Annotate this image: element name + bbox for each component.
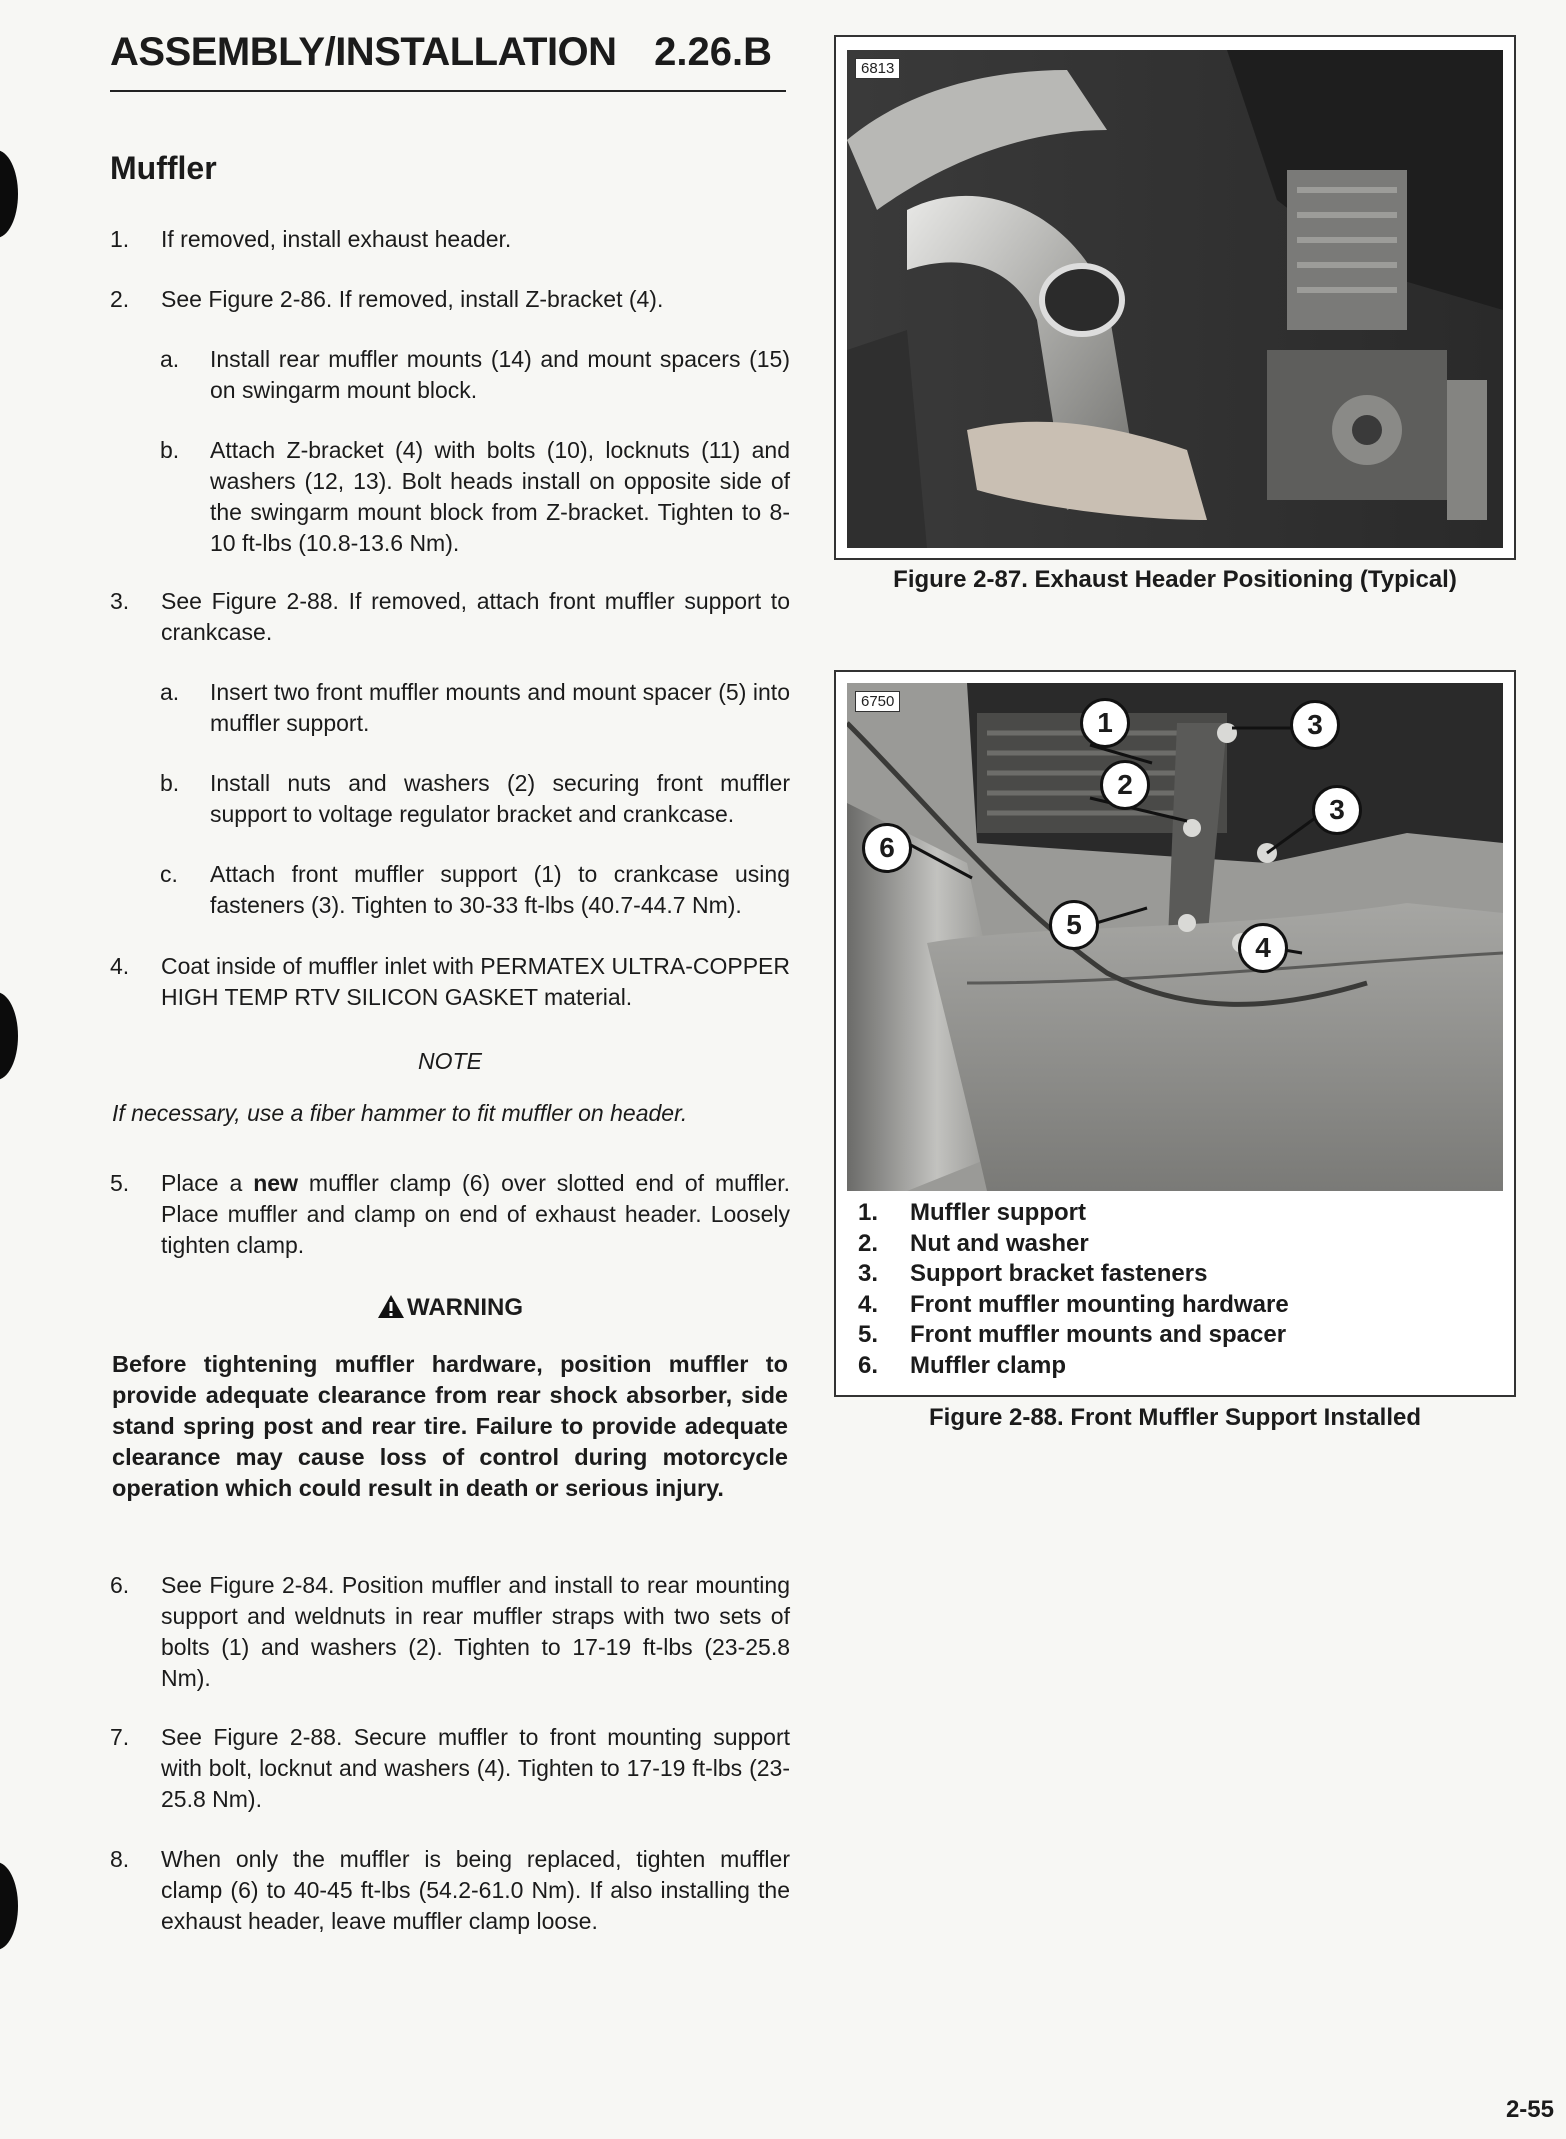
step-text: When only the muffler is being replaced, tighten muffler clamp (6) to 40-45 ft-lbs (54.2-61.0 Nm). If also installing the exhaust header, leave muffler clamp loose. [161,1846,790,1934]
legend-item [858,1230,1378,1261]
legend-item [858,1291,1378,1322]
step-text: See Figure 2-88. If removed, attach front muffler support to crankcase. [161,588,790,645]
header-title: ASSEMBLY/INSTALLATION [110,30,617,74]
legend-label: Support bracket fasteners [910,1260,1208,1287]
legend-item [858,1260,1378,1291]
legend-label: Front muffler mounts and spacer [910,1321,1287,1348]
legend-label: Front muffler mounting hardware [910,1290,1289,1318]
step-number: 6. [110,1572,130,1598]
callout-3: 3 [1290,700,1340,750]
binder-hole [0,1862,18,1950]
page-header [110,30,786,92]
substep-3b [160,768,790,830]
callout-6: 6 [862,823,912,873]
step-number: 3. [110,588,130,614]
page-number: 2-55 [1505,2096,1554,2123]
substep-text: Install nuts and washers (2) securing front muffler support to voltage regulator bracket and crankcase. [210,770,790,827]
binder-hole [0,992,18,1080]
step-3 [110,586,790,648]
substep-text: Insert two front muffler mounts and mount spacer (5) into muffler support. [210,679,790,736]
legend-number: 5. [858,1321,879,1348]
step-number: 5. [110,1170,130,1196]
legend-label: Muffler clamp [910,1351,1067,1379]
step-text: Coat inside of muffler inlet with PERMATEX ULTRA-COPPER HIGH TEMP RTV SILICON GASKET material. [161,953,790,1010]
step-text: If removed, install exhaust header. [161,226,512,252]
step-7 [110,1722,790,1815]
exhaust-header-photo [847,50,1503,548]
legend-item [858,1352,1378,1383]
substep-letter: a. [160,346,180,372]
legend-number: 6. [858,1351,879,1379]
step-text-part: muffler clamp (6) over slotted end of muffler. Place muffler and clamp on end of exhaust header. Loosely tighten clamp. [161,1170,790,1258]
legend-number: 4. [858,1290,879,1318]
callout-3: 3 [1312,785,1362,835]
front-muffler-illustration [847,683,1503,1191]
legend-label: Muffler support [910,1199,1086,1226]
step-6 [110,1570,790,1694]
legend-number: 3. [858,1260,879,1287]
step-5 [110,1168,790,1261]
step-2 [110,284,790,315]
warning-text: Before tightening muffler hardware, position muffler to provide adequate clearance from rear shock absorber, side stand spring post and rear tire. Failure to provide adequate clearance may cause loss of control during motorcycle operation which could result in death or serious injury. [112,1351,788,1501]
substep-letter: b. [160,437,180,463]
legend-number: 1. [858,1199,879,1226]
step-8 [110,1844,790,1937]
substep-text: Install rear muffler mounts (14) and mount spacers (15) on swingarm mount block. [210,346,790,403]
warning-triangle-icon [377,1294,405,1319]
step-4 [110,951,790,1013]
figure-2-88-legend [858,1199,1378,1382]
binder-hole [0,150,18,238]
section-title: Muffler [110,150,217,186]
substep-text: Attach Z-bracket (4) with bolts (10), locknuts (11) and washers (12, 13). Bolt heads install on opposite side of the swingarm mount block from Z-bracket. Tighten to 8-10 ft-lbs (10.8-13.6 Nm). [210,437,790,556]
substep-text: Attach front muffler support (1) to crankcase using fasteners (3). Tighten to 30-33 ft-lbs (40.7-44.7 Nm). [210,861,790,918]
step-number: 2. [110,286,130,312]
step-1 [110,224,790,255]
legend-item [858,1321,1378,1352]
note-label: NOTE [418,1048,482,1074]
front-muffler-support-photo [847,683,1503,1191]
callout-1: 1 [1080,698,1130,748]
figure-2-87-caption: Figure 2-87. Exhaust Header Positioning (Typical) [893,566,1457,593]
legend-item [858,1199,1378,1230]
step-number: 8. [110,1846,130,1872]
legend-label: Nut and washer [910,1229,1089,1257]
callout-5: 5 [1049,900,1099,950]
step-text-part: Place a [161,1170,254,1196]
callout-2: 2 [1100,760,1150,810]
step-number: 4. [110,953,130,979]
step-number: 7. [110,1724,130,1750]
warning-label-text: WARNING [407,1294,523,1321]
substep-2a [160,344,790,406]
substep-letter: c. [160,861,178,887]
substep-letter: a. [160,679,180,705]
header-section-number: 2.26.B [654,30,772,74]
callout-4: 4 [1238,923,1288,973]
substep-3c [160,859,790,921]
figure-2-88-caption: Figure 2-88. Front Muffler Support Installed [928,1404,1422,1431]
step-text: See Figure 2-84. Position muffler and install to rear mounting support and weldnuts in rear muffler straps with two sets of bolts (1) and washers (2). Tighten to 17-19 ft-lbs (23-25.8 Nm). [161,1572,790,1691]
note-text: If necessary, use a fiber hammer to fit muffler on header. [112,1100,688,1126]
step-text: See Figure 2-86. If removed, install Z-bracket (4). [161,286,664,312]
step-number: 1. [110,226,130,252]
photo-id-label: 6750 [855,691,900,712]
warning-label [110,1294,790,1322]
substep-letter: b. [160,770,180,796]
photo-id-label: 6813 [855,58,900,79]
legend-number: 2. [858,1229,879,1257]
exhaust-header-illustration [847,50,1503,548]
step-text [161,1168,790,1261]
step-text: See Figure 2-88. Secure muffler to front mounting support with bolt, locknut and washers (4). Tighten to 17-19 ft-lbs (23-25.8 Nm). [161,1724,790,1812]
emphasis-new: new [253,1170,298,1196]
substep-2b [160,435,790,559]
substep-3a [160,677,790,739]
